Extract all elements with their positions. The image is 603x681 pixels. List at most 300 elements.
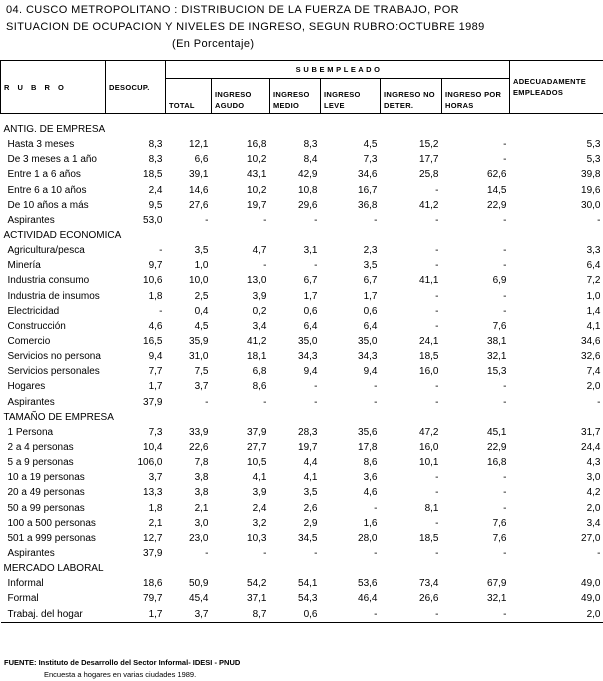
row-label: 1 Persona (7, 426, 54, 438)
header-ingreso-medio: INGRESO MEDIO (270, 79, 321, 114)
table-cell: - (374, 396, 378, 408)
table-cell: 7,3 (148, 426, 163, 438)
table-cell: 6,9 (492, 275, 507, 287)
table-row (1, 501, 603, 516)
header-desocup: DESOCUP. (106, 61, 166, 114)
table-cell: 35,0 (358, 336, 378, 348)
table-cell: 0,2 (252, 305, 267, 317)
table-cell: 67,9 (487, 578, 507, 590)
table-row (1, 258, 603, 273)
table-cell: 19,7 (247, 199, 267, 211)
table-cell: - (435, 548, 439, 559)
table-cell: 9,7 (148, 260, 163, 272)
table-cell: 8,7 (212, 607, 270, 623)
table-cell: - (374, 502, 378, 514)
table-cell: 32,6 (581, 351, 601, 363)
row-label: Hogares (7, 381, 46, 393)
table-cell: - (314, 396, 318, 408)
table-cell: 35,0 (298, 336, 318, 348)
table-cell: 7,6 (492, 517, 507, 529)
table-cell: 1,0 (194, 260, 209, 272)
table-cell: - (374, 548, 378, 559)
table-row (1, 455, 603, 470)
table-cell: 54,1 (298, 578, 318, 590)
section-title: TAMAÑO DE EMPRESA (3, 411, 114, 423)
table-cell: 1,6 (363, 517, 378, 529)
table-cell: 19,6 (581, 184, 601, 196)
table-cell: 10,8 (298, 184, 318, 196)
table-cell: 49,0 (581, 578, 601, 590)
table-row (1, 213, 603, 228)
table-cell: 1,0 (586, 290, 601, 302)
table-cell: - (205, 214, 209, 226)
table-cell: - (503, 260, 507, 272)
row-label: Comercio (7, 336, 51, 348)
section-header-row (1, 410, 603, 425)
table-cell: - (503, 290, 507, 302)
table-cell: 16,0 (419, 366, 439, 378)
table-cell: - (314, 381, 318, 393)
table-title-line-2: SITUACION DE OCUPACION Y NIVELES DE INGRESO, SEGUN RUBRO:OCTUBRE 1989 (6, 21, 485, 33)
table-cell: - (381, 607, 442, 623)
table-cell: - (503, 396, 507, 408)
table-cell: 8,6 (363, 457, 378, 469)
table-cell: 33,9 (189, 426, 209, 438)
table-cell: 8,4 (303, 154, 318, 166)
table-cell: 79,7 (143, 593, 163, 605)
table-cell: - (435, 381, 439, 393)
table-cell: 2,0 (586, 381, 601, 393)
table-cell: 16,7 (358, 184, 378, 196)
table-cell: 22,9 (487, 442, 507, 454)
table-cell: 37,1 (247, 593, 267, 605)
table-cell: 3,5 (194, 245, 209, 257)
table-cell: 18,1 (247, 351, 267, 363)
table-cell: 5,3 (586, 139, 601, 151)
section-header-row (1, 122, 603, 137)
table-cell: 3,5 (303, 487, 318, 499)
table-cell: 1,8 (148, 290, 163, 302)
spacer-row (1, 114, 603, 123)
table-cell: 1,4 (586, 305, 601, 317)
table-cell: 15,2 (419, 139, 439, 151)
table-cell: - (503, 139, 507, 151)
header-ingreso-por-horas: INGRESO POR HORAS (442, 79, 510, 114)
table-cell: 4,6 (363, 487, 378, 499)
table-cell: 7,4 (586, 366, 601, 378)
table-cell: 4,1 (586, 320, 601, 332)
table-cell: - (503, 548, 507, 559)
table-cell: 8,6 (252, 381, 267, 393)
table-cell: 27,7 (247, 442, 267, 454)
table-cell: 7,5 (194, 366, 209, 378)
table-cell: 3,3 (586, 245, 601, 257)
table-cell: 3,1 (303, 245, 318, 257)
table-cell: 4,3 (586, 457, 601, 469)
section-title: ACTIVIDAD ECONOMICA (3, 230, 122, 242)
table-cell: 0,6 (303, 305, 318, 317)
table-cell: 9,4 (148, 351, 163, 363)
table-cell: 10,6 (143, 275, 163, 287)
table-cell: - (435, 290, 439, 302)
table-cell: 1,7 (303, 290, 318, 302)
table-cell: 7,6 (492, 320, 507, 332)
table-cell: - (503, 472, 507, 484)
table-cell: 3,5 (363, 260, 378, 272)
table-cell: - (314, 548, 318, 559)
row-label: Minería (7, 260, 41, 272)
table-cell: 9,4 (363, 366, 378, 378)
table-row (1, 470, 603, 485)
table-row (1, 243, 603, 258)
table-cell: 31,7 (581, 426, 601, 438)
row-label: Formal (7, 593, 39, 605)
table-cell: 6,6 (194, 154, 209, 166)
table-cell: 24,4 (581, 442, 601, 454)
table-cell: 4,6 (148, 320, 163, 332)
header-rubro: R U B R O (1, 61, 106, 114)
table-row (1, 546, 603, 561)
table-cell: 2,1 (148, 517, 163, 529)
table-cell: 3,4 (586, 517, 601, 529)
table-cell: 6,4 (363, 320, 378, 332)
table-cell: 50,9 (189, 578, 209, 590)
table-cell: 1,7 (363, 290, 378, 302)
table-cell: 4,7 (252, 245, 267, 257)
table-cell: 3,8 (194, 472, 209, 484)
table-cell: 18,5 (143, 169, 163, 181)
table-cell: 37,9 (143, 396, 163, 408)
table-row (1, 152, 603, 167)
table-row (1, 183, 603, 198)
table-cell: 41,2 (419, 199, 439, 211)
row-label: 50 a 99 personas (7, 502, 85, 514)
row-label: Industria consumo (7, 275, 90, 287)
table-cell: 22,9 (487, 199, 507, 211)
table-cell: 6,4 (303, 320, 318, 332)
table-cell: 8,3 (148, 154, 163, 166)
table-cell: 12,1 (189, 139, 209, 151)
table-cell: 8,3 (148, 139, 163, 151)
table-cell: 3,4 (252, 320, 267, 332)
table-cell: 34,6 (358, 169, 378, 181)
table-cell: 16,5 (143, 336, 163, 348)
row-label: Industria de insumos (7, 290, 100, 302)
table-cell: 2,6 (303, 502, 318, 514)
row-label: Trabaj. del hogar (1, 607, 106, 623)
table-cell: 10,2 (247, 184, 267, 196)
table-cell: 7,7 (148, 366, 163, 378)
table-cell: 19,7 (298, 442, 318, 454)
table-cell: 29,6 (298, 199, 318, 211)
table-row (1, 379, 603, 394)
table-cell: 34,3 (298, 351, 318, 363)
table-cell: 34,6 (581, 336, 601, 348)
table-cell: 2,1 (194, 502, 209, 514)
table-cell: - (503, 154, 507, 166)
table-row (1, 591, 603, 606)
table-cell: 39,1 (189, 169, 209, 181)
table-body (1, 114, 603, 623)
table-cell: 13,0 (247, 275, 267, 287)
row-label: 5 a 9 personas (7, 457, 74, 469)
table-cell: 54,3 (298, 593, 318, 605)
table-cell: 39,8 (581, 169, 601, 181)
table-cell: 42,9 (298, 169, 318, 181)
table-cell: 1,7 (148, 381, 163, 393)
table-cell: 28,3 (298, 426, 318, 438)
row-label: Aspirantes (7, 214, 55, 226)
table-cell: - (263, 396, 267, 408)
row-label: 100 a 500 personas (7, 517, 96, 529)
table-cell: 6,7 (363, 275, 378, 287)
table-cell: 2,5 (194, 290, 209, 302)
table-row (1, 349, 603, 364)
row-label: 2 a 4 personas (7, 442, 74, 454)
table-cell: 32,1 (487, 351, 507, 363)
table-cell: 8,3 (303, 139, 318, 151)
table-cell: 22,6 (189, 442, 209, 454)
table-cell: - (597, 396, 601, 408)
table-cell: - (435, 517, 439, 529)
table-cell: 4,1 (252, 472, 267, 484)
table-cell: 7,8 (194, 457, 209, 469)
row-label: De 10 años a más (7, 199, 89, 211)
table-subtitle-units: (En Porcentaje) (172, 38, 255, 50)
table-cell: 0,4 (194, 305, 209, 317)
table-cell: 27,6 (189, 199, 209, 211)
table-cell: 9,4 (303, 366, 318, 378)
table-cell: - (503, 245, 507, 257)
table-cell: 2,0 (586, 502, 601, 514)
table-cell: - (597, 214, 601, 226)
table-row (1, 531, 603, 546)
table-cell: 18,5 (419, 351, 439, 363)
row-label: Servicios no persona (7, 351, 101, 363)
table-cell: 17,7 (419, 154, 439, 166)
table-cell: 34,5 (298, 532, 318, 544)
table-cell: - (159, 245, 163, 257)
table-cell: - (263, 214, 267, 226)
table-cell: - (435, 214, 439, 226)
table-cell: 35,9 (189, 336, 209, 348)
table-cell: 41,1 (419, 275, 439, 287)
table-cell: - (503, 381, 507, 393)
table-cell: 4,5 (363, 139, 378, 151)
table-cell: 0,6 (363, 305, 378, 317)
table-cell: - (435, 305, 439, 317)
table-cell: 106,0 (137, 457, 163, 469)
table-cell: 3,0 (586, 472, 601, 484)
table-cell: 25,8 (419, 169, 439, 181)
table-cell: 3,9 (252, 290, 267, 302)
table-cell: 3,2 (252, 517, 267, 529)
table-cell: 43,1 (247, 169, 267, 181)
table-cell: - (159, 305, 163, 317)
table-cell: 47,2 (419, 426, 439, 438)
section-header-row (1, 561, 603, 576)
table-row (1, 425, 603, 440)
table-cell: 26,6 (419, 593, 439, 605)
table-cell: 38,1 (487, 336, 507, 348)
table-cell: 4,4 (303, 457, 318, 469)
table-cell: 3,9 (252, 487, 267, 499)
row-label: Servicios personales (7, 366, 100, 378)
table-cell: 27,0 (581, 532, 601, 544)
table-cell: 46,4 (358, 593, 378, 605)
table-cell: 36,8 (358, 199, 378, 211)
table-cell: 17,8 (358, 442, 378, 454)
table-cell: 34,3 (358, 351, 378, 363)
table-cell: - (374, 214, 378, 226)
table-cell: 54,2 (247, 578, 267, 590)
table-cell: 4,1 (303, 472, 318, 484)
table-cell: 10,1 (419, 457, 439, 469)
row-label: Construcción (7, 320, 66, 332)
table-row (1, 364, 603, 379)
table-cell: - (435, 320, 439, 332)
row-label: 20 a 49 personas (7, 487, 85, 499)
header-total: TOTAL (166, 79, 212, 114)
table-cell: - (503, 305, 507, 317)
table-row (1, 319, 603, 334)
table-cell: - (205, 396, 209, 408)
table-cell: 7,3 (363, 154, 378, 166)
table-cell: 3,7 (166, 607, 212, 623)
table-cell: - (435, 260, 439, 272)
table-cell: 53,0 (143, 214, 163, 226)
table-cell: - (321, 607, 381, 623)
table-cell: 13,3 (143, 487, 163, 499)
table-cell: 4,2 (586, 487, 601, 499)
table-cell: 5,3 (586, 154, 601, 166)
table-cell: 16,0 (419, 442, 439, 454)
row-label: Aspirantes (7, 548, 55, 559)
table-row (1, 516, 603, 531)
table-cell: 7,2 (586, 275, 601, 287)
table-row (1, 576, 603, 591)
table-cell: 8,1 (424, 502, 439, 514)
footer-note: Encuesta a hogares en varias ciudades 1989. (44, 670, 197, 679)
table-cell: - (205, 548, 209, 559)
table-cell: 9,5 (148, 199, 163, 211)
table-row (1, 485, 603, 500)
table-row (1, 289, 603, 304)
table-cell: 35,6 (358, 426, 378, 438)
table-title-line-1: 04. CUSCO METROPOLITANO : DISTRIBUCION DE LA FUERZA DE TRABAJO, POR (6, 4, 460, 16)
header-ingreso-leve: INGRESO LEVE (321, 79, 381, 114)
row-label: Electricidad (7, 305, 60, 317)
table-cell: 10,4 (143, 442, 163, 454)
table-cell: - (263, 548, 267, 559)
table-cell: 2,0 (510, 607, 603, 623)
row-label: Agricultura/pesca (7, 245, 85, 257)
table-cell: 53,6 (358, 578, 378, 590)
footer-source: FUENTE: Instituto de Desarrollo del Sector Informal- IDESI - PNUD (4, 658, 241, 667)
table-cell: 41,2 (247, 336, 267, 348)
table-cell: - (435, 184, 439, 196)
table-cell: - (503, 487, 507, 499)
table-cell: 10,3 (247, 532, 267, 544)
table-cell: 3,0 (194, 517, 209, 529)
table-cell: - (597, 548, 601, 559)
table-row (1, 440, 603, 455)
table-cell: - (314, 214, 318, 226)
section-title: ANTIG. DE EMPRESA (3, 124, 106, 136)
table-row (1, 273, 603, 288)
table-cell: 2,4 (252, 502, 267, 514)
table-cell: - (442, 607, 510, 623)
table-cell: 2,9 (303, 517, 318, 529)
table-cell: 28,0 (358, 532, 378, 544)
table-cell: 6,8 (252, 366, 267, 378)
header-adecuadamente-empleados: ADECUADAMENTE EMPLEADOS (510, 61, 603, 114)
table-cell: 23,0 (189, 532, 209, 544)
table-row (1, 334, 603, 349)
table-cell: 49,0 (581, 593, 601, 605)
section-header-row (1, 228, 603, 243)
table-cell: 3,6 (363, 472, 378, 484)
table-cell: - (435, 396, 439, 408)
row-label: Aspirantes (7, 396, 55, 408)
table-cell: 7,6 (492, 532, 507, 544)
table-cell: - (314, 260, 318, 272)
table-cell: - (435, 245, 439, 257)
table-cell: 1,7 (106, 607, 166, 623)
table-cell: 0,6 (270, 607, 321, 623)
table-cell: 1,8 (148, 502, 163, 514)
table-cell: 4,5 (194, 320, 209, 332)
table-cell: 14,5 (487, 184, 507, 196)
row-label: Entre 1 a 6 años (7, 169, 81, 181)
table-cell: 32,1 (487, 593, 507, 605)
header-subempleado: S U B E M P L E A D O (166, 61, 510, 79)
table-row (1, 167, 603, 182)
table-cell: 24,1 (419, 336, 439, 348)
table-cell: 2,4 (148, 184, 163, 196)
row-label: Entre 6 a 10 años (7, 184, 87, 196)
table-cell: - (503, 214, 507, 226)
table-cell: 30,0 (581, 199, 601, 211)
table-cell: 14,6 (189, 184, 209, 196)
table-cell: 3,8 (194, 487, 209, 499)
table-cell: 15,3 (487, 366, 507, 378)
table-row (1, 198, 603, 213)
row-label: 501 a 999 personas (7, 532, 96, 544)
table-cell: 45,1 (487, 426, 507, 438)
table-cell: 45,4 (189, 593, 209, 605)
table-cell: - (435, 487, 439, 499)
table-cell: 16,8 (247, 139, 267, 151)
section-title: MERCADO LABORAL (3, 563, 104, 575)
table-cell: 6,4 (586, 260, 601, 272)
table-cell: 12,7 (143, 532, 163, 544)
table-cell: 10,2 (247, 154, 267, 166)
table-cell: 3,7 (148, 472, 163, 484)
table-cell: 2,3 (363, 245, 378, 257)
table-cell: 10,0 (189, 275, 209, 287)
table-row (1, 395, 603, 410)
table-cell: 62,6 (487, 169, 507, 181)
row-label: 10 a 19 personas (7, 472, 85, 484)
data-table (0, 60, 603, 623)
table-cell: 18,5 (419, 532, 439, 544)
header-ingreso-no-deter: INGRESO NO DETER. (381, 79, 442, 114)
table-cell: - (503, 502, 507, 514)
row-label: Hasta 3 meses (7, 139, 75, 151)
table-cell: 6,7 (303, 275, 318, 287)
table-row (1, 137, 603, 152)
